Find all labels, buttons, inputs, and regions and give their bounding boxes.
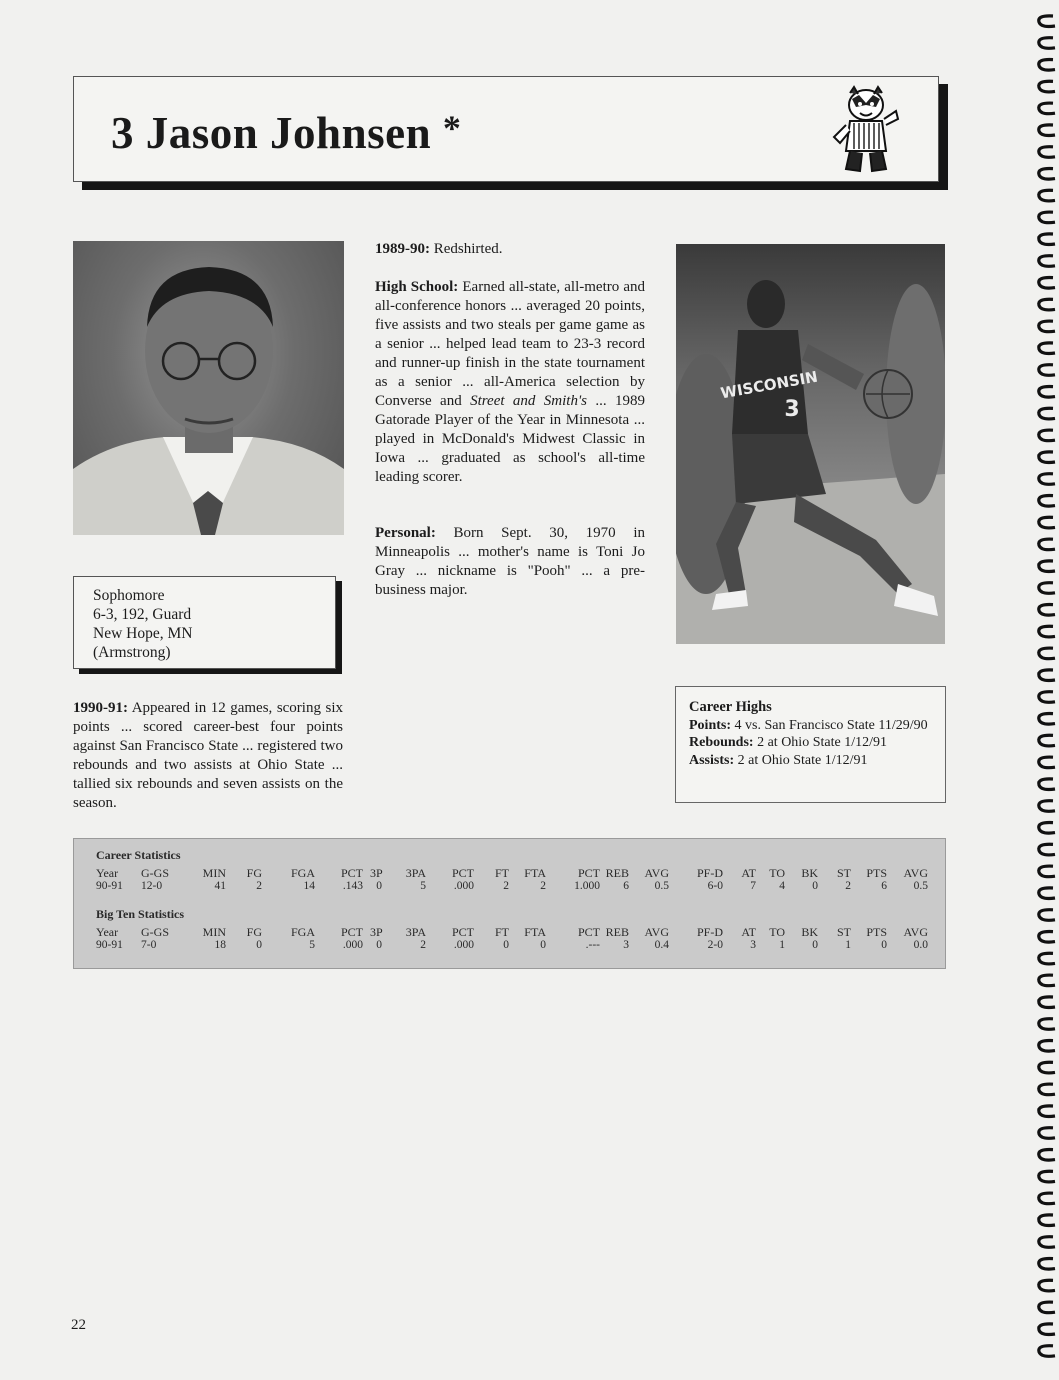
bio-high-school-text-a: Earned all-state, all-metro and all-conference honors ... averaged 20 points, five assists and two steals per game game as a senior ... helped lead team to 23-3 record and runner-up finish in the state tournament as a senior ... all-America selection by Converse and — [375, 279, 645, 409]
big-ten-header-cell: BK — [801, 925, 818, 939]
spiral-ring — [1039, 1193, 1055, 1204]
spiral-ring — [1039, 147, 1055, 158]
big-ten-row-cell: 18 — [214, 939, 226, 951]
career-header-cell: TO — [769, 866, 785, 880]
spiral-ring — [1039, 692, 1055, 703]
big-ten-row-cell: 2 — [420, 939, 426, 951]
letterman-marker: * — [442, 108, 462, 148]
big-ten-header-cell: 3PA — [405, 925, 426, 939]
career-header-cell: G-GS — [141, 866, 170, 880]
badger-mascot-icon — [832, 85, 900, 175]
big-ten-row-cell: 0 — [540, 939, 546, 951]
career-header-cell: BK — [801, 866, 818, 880]
career-row-cell: 7 — [750, 880, 756, 892]
spiral-ring — [1039, 888, 1055, 899]
spiral-ring — [1039, 256, 1055, 267]
spiral-ring — [1039, 365, 1055, 376]
career-row-cell: 0 — [376, 880, 382, 892]
career-row-cell: 1.000 — [574, 880, 600, 892]
spiral-ring — [1039, 321, 1055, 332]
career-row-cell: 6-0 — [707, 880, 723, 892]
career-header-cell: AVG — [903, 866, 928, 880]
spiral-ring — [1039, 997, 1055, 1008]
career-header-cell: PTS — [866, 866, 887, 880]
career-header-cell: ST — [836, 866, 851, 880]
jersey-number: 3 — [111, 108, 134, 158]
spiral-ring — [1039, 735, 1055, 746]
class-year: Sophomore — [93, 587, 165, 604]
big-ten-row-cell: 3 — [623, 939, 629, 951]
career-header-cell: 3P — [370, 866, 383, 880]
spiral-ring — [1039, 1302, 1055, 1313]
spiral-ring — [1039, 1171, 1055, 1182]
big-ten-header-cell: REB — [605, 925, 629, 939]
career-header-cell: MIN — [202, 866, 226, 880]
big-ten-header-cell: PCT — [451, 925, 474, 939]
player-vitals: 6-3, 192, Guard — [93, 606, 192, 623]
big-ten-row-cell: 2-0 — [707, 939, 723, 951]
spiral-ring — [1039, 517, 1055, 528]
career-row-cell: 6 — [881, 880, 887, 892]
career-row-cell: 5 — [420, 880, 426, 892]
big-ten-header-cell: PF-D — [696, 925, 723, 939]
spiral-ring — [1039, 561, 1055, 572]
spiral-ring — [1039, 81, 1055, 92]
spiral-ring — [1039, 168, 1055, 179]
big-ten-header-cell: MIN — [202, 925, 226, 939]
spiral-ring — [1039, 125, 1055, 136]
career-header-cell: FT — [494, 866, 509, 880]
spiral-ring — [1039, 1215, 1055, 1226]
spiral-ring — [1039, 604, 1055, 615]
big-ten-row-cell: 90-91 — [96, 939, 123, 951]
career-row-cell: 2 — [503, 880, 509, 892]
spiral-ring — [1039, 212, 1055, 223]
spiral-ring — [1039, 190, 1055, 201]
big-ten-row-cell: 0 — [812, 939, 818, 951]
bio-personal-label: Personal: — [375, 525, 436, 541]
career-row-cell: 2 — [540, 880, 546, 892]
career-header-cell: PCT — [451, 866, 474, 880]
big-ten-row-cell: 7-0 — [141, 939, 157, 951]
bio-personal — [375, 524, 645, 600]
spiral-ring — [1039, 1128, 1055, 1139]
spiral-ring — [1039, 1040, 1055, 1051]
career-row-cell: 0.5 — [913, 880, 928, 892]
bio-1989-90 — [375, 240, 645, 259]
bio-1989-90-label: 1989-90: — [375, 241, 430, 257]
assists-label: Assists: — [689, 752, 735, 768]
spiral-ring — [1039, 1149, 1055, 1160]
career-header-cell: AVG — [644, 866, 669, 880]
career-header-cell: FGA — [290, 866, 315, 880]
bio-1989-90-text: Redshirted. — [433, 241, 503, 257]
spiral-ring — [1039, 757, 1055, 768]
page-number: 22 — [71, 1317, 86, 1333]
spiral-ring — [1039, 953, 1055, 964]
player-name: Jason Johnsen — [145, 108, 432, 158]
big-ten-header-cell: 3P — [370, 925, 383, 939]
career-header-cell: FTA — [524, 866, 546, 880]
spiral-ring — [1039, 16, 1055, 27]
spiral-ring — [1039, 1324, 1055, 1335]
career-highs-box — [675, 686, 946, 803]
bio-high-school-text-b: ... 1989 Gatorade Player of the Year in Minnesota ... played in McDonald's Midwest Classic in Iowa ... graduated as school's all-time leading scorer. — [375, 393, 646, 485]
big-ten-row-cell: 0 — [376, 939, 382, 951]
spiral-ring — [1039, 975, 1055, 986]
big-ten-header-cell: AT — [741, 925, 756, 939]
career-highs-assists — [676, 752, 945, 770]
spiral-ring — [1039, 822, 1055, 833]
career-header-cell: FG — [246, 866, 262, 880]
spiral-ring — [1039, 1106, 1055, 1117]
big-ten-row-cell: 1 — [845, 939, 851, 951]
high-school-name: (Armstrong) — [93, 644, 171, 661]
big-ten-row-cell: 0 — [256, 939, 262, 951]
title-banner — [73, 76, 939, 182]
big-ten-header-cell: ST — [836, 925, 851, 939]
spiral-ring — [1039, 474, 1055, 485]
career-highs-rebounds — [676, 734, 945, 752]
bio-personal-text: Born Sept. 30, 1970 in Minneapolis ... mother's name is Toni Jo Gray ... nickname is "Pooh" ... a pre-business major. — [375, 525, 645, 598]
spiral-ring — [1039, 844, 1055, 855]
bio-high-school-italic: Street and Smith's — [470, 393, 587, 409]
spiral-ring — [1039, 1062, 1055, 1073]
spiral-ring — [1039, 1019, 1055, 1030]
bio-1990-91-text: Appeared in 12 games, scoring six points ... scored career-best four points against San Francisco State ... registered two rebounds and two assists at Ohio State ... tallied six rebounds and seven assists on the season. — [73, 700, 343, 811]
assists-value: 2 at Ohio State 1/12/91 — [737, 752, 868, 768]
spiral-ring — [1039, 1280, 1055, 1291]
career-header-cell: PF-D — [696, 866, 723, 880]
points-value: 4 vs. San Francisco State 11/29/90 — [734, 717, 928, 733]
career-row-cell: 0 — [812, 880, 818, 892]
big-ten-row-cell: 0.0 — [913, 939, 928, 951]
big-ten-header-cell: PCT — [340, 925, 363, 939]
career-row-cell: 2 — [256, 880, 262, 892]
career-header-cell: Year — [96, 866, 119, 880]
bio-high-school — [375, 278, 645, 487]
player-info-box — [73, 576, 336, 669]
spiral-ring — [1039, 103, 1055, 114]
career-row-cell: .143 — [342, 880, 363, 892]
rebounds-label: Rebounds: — [689, 735, 754, 750]
big-ten-row-cell: 0.4 — [654, 939, 669, 951]
career-row-cell: 2 — [845, 880, 851, 892]
bio-high-school-label: High School: — [375, 279, 459, 295]
career-header-cell: PCT — [340, 866, 363, 880]
career-row-cell: 4 — [779, 880, 785, 892]
big-ten-row-cell: .000 — [342, 939, 363, 951]
big-ten-row-cell: 3 — [750, 939, 756, 951]
spiral-ring — [1039, 779, 1055, 790]
spiral-ring — [1039, 495, 1055, 506]
spiral-ring — [1039, 648, 1055, 659]
career-header-cell: AT — [741, 866, 756, 880]
statistics-table — [73, 838, 946, 969]
career-header-cell: PCT — [577, 866, 600, 880]
spiral-ring — [1039, 408, 1055, 419]
spiral-ring — [1039, 1237, 1055, 1248]
bio-1990-91-label: 1990-91: — [73, 700, 128, 716]
jersey-text: WISCONSIN — [719, 367, 820, 403]
spiral-ring — [1039, 583, 1055, 594]
big-ten-header-cell: FTA — [524, 925, 546, 939]
spiral-ring — [1039, 713, 1055, 724]
spiral-ring — [1039, 539, 1055, 550]
player-title — [111, 107, 461, 159]
big-ten-row-cell: .--- — [585, 939, 600, 951]
big-ten-header-cell: Year — [96, 925, 119, 939]
spiral-ring — [1039, 1346, 1055, 1357]
spiral-ring — [1039, 430, 1055, 441]
big-ten-header-cell: PTS — [866, 925, 887, 939]
career-row-cell: 41 — [214, 880, 226, 892]
career-row-cell: 90-91 — [96, 880, 123, 892]
spiral-ring — [1039, 234, 1055, 245]
career-stats-title: Career Statistics — [96, 848, 181, 862]
big-ten-header-cell: G-GS — [141, 925, 170, 939]
portrait-photo — [73, 241, 344, 535]
career-row-cell: .000 — [453, 880, 474, 892]
spiral-ring — [1039, 931, 1055, 942]
big-ten-header-cell: FT — [494, 925, 509, 939]
spiral-ring — [1039, 910, 1055, 921]
career-header-cell: 3PA — [405, 866, 426, 880]
spiral-ring — [1039, 670, 1055, 681]
career-highs-points — [676, 717, 945, 735]
spiral-ring — [1039, 452, 1055, 463]
career-row-cell: 12-0 — [141, 880, 163, 892]
big-ten-header-cell: PCT — [577, 925, 600, 939]
spiral-ring — [1039, 1258, 1055, 1269]
big-ten-header-cell: FGA — [290, 925, 315, 939]
big-ten-row-cell: 0 — [503, 939, 509, 951]
spiral-ring — [1039, 38, 1055, 49]
spiral-ring — [1039, 626, 1055, 637]
rebounds-value: 2 at Ohio State 1/12/91 — [757, 735, 887, 750]
career-row-cell: 14 — [303, 880, 315, 892]
spiral-ring — [1039, 1084, 1055, 1095]
spiral-ring — [1039, 343, 1055, 354]
spiral-ring — [1039, 59, 1055, 70]
big-ten-header-cell: AVG — [644, 925, 669, 939]
big-ten-row-cell: 5 — [309, 939, 315, 951]
big-ten-row-cell: 0 — [881, 939, 887, 951]
spiral-ring — [1039, 277, 1055, 288]
points-label: Points: — [689, 717, 731, 733]
bio-1990-91 — [73, 699, 343, 813]
jersey-number-photo: 3 — [784, 397, 800, 422]
spiral-ring — [1039, 299, 1055, 310]
career-row-cell: 0.5 — [654, 880, 669, 892]
big-ten-row-cell: 1 — [779, 939, 785, 951]
big-ten-stats-title: Big Ten Statistics — [96, 907, 185, 921]
spiral-binding — [1029, 14, 1059, 1376]
big-ten-header-cell: FG — [246, 925, 262, 939]
spiral-ring — [1039, 386, 1055, 397]
big-ten-header-cell: TO — [769, 925, 785, 939]
hometown: New Hope, MN — [93, 625, 193, 642]
big-ten-row-cell: .000 — [453, 939, 474, 951]
action-photo — [676, 244, 945, 644]
career-highs-title: Career Highs — [689, 699, 772, 715]
career-row-cell: 6 — [623, 880, 629, 892]
big-ten-header-cell: AVG — [903, 925, 928, 939]
spiral-ring — [1039, 801, 1055, 812]
career-header-cell: REB — [605, 866, 629, 880]
spiral-ring — [1039, 866, 1055, 877]
